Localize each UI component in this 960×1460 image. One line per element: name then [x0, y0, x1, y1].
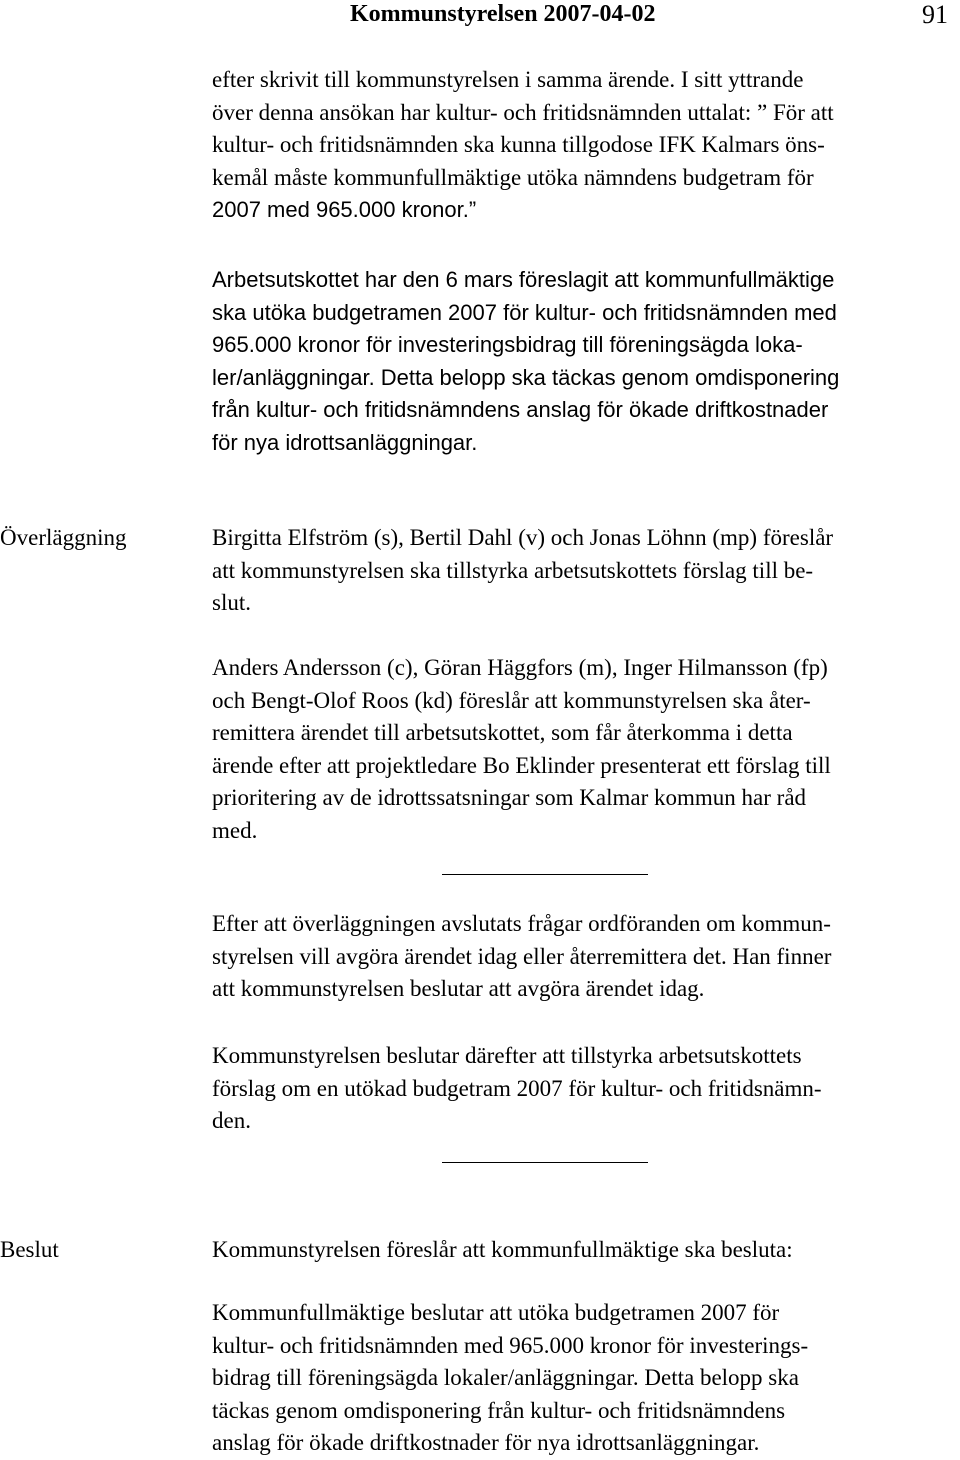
text-line: Anders Andersson (c), Göran Häggfors (m), Inger Hilmansson (fp) — [212, 655, 828, 680]
text-line: kultur- och fritidsnämnden med 965.000 kronor för investerings- — [212, 1332, 809, 1358]
text-line: 2007 med 965.000 kronor.” — [212, 197, 477, 222]
text-line: slut. — [212, 590, 251, 615]
text-line: kultur- och fritidsnämnden ska kunna tillgodose IFK Kalmars öns- — [212, 132, 825, 157]
text-line: bidrag till föreningsägda lokaler/anläggningar. Detta belopp ska — [212, 1365, 799, 1390]
header-title: Kommunstyrelsen 2007-04-02 — [350, 1, 656, 27]
text-line: ärende efter att projektledare Bo Eklinder presenterat ett förslag till — [212, 752, 831, 778]
deliberation-label: Överläggning — [0, 525, 127, 550]
text-line: ska utöka budgetramen 2007 för kultur- och fritidsnämnden med — [212, 299, 837, 325]
text-line: att kommunstyrelsen ska tillstyrka arbetsutskottets förslag till be- — [212, 557, 814, 583]
text-line: prioritering av de idrottssatsningar som Kalmar kommun har råd — [212, 785, 807, 810]
text-line: anslag för ökade driftkostnader för nya idrottsanläggningar. — [212, 1430, 760, 1455]
text-line: täckas genom omdisponering från kultur- och fritidsnämndens — [212, 1397, 786, 1423]
section-divider — [442, 1162, 648, 1163]
text-line: att kommunstyrelsen beslutar att avgöra ärendet idag. — [212, 976, 705, 1001]
text-line: remittera ärendet till arbetsutskottet, som får återkomma i detta — [212, 720, 793, 745]
text-line: Efter att överläggningen avslutats frågar ordföranden om kommun- — [212, 911, 831, 936]
text-line: med. — [212, 817, 258, 843]
text-line: Birgitta Elfström (s), Bertil Dahl (v) och Jonas Löhnn (mp) föreslår — [212, 525, 834, 550]
text-line: styrelsen vill avgöra ärendet idag eller återremittera det. Han finner — [212, 943, 832, 969]
text-line: Kommunfullmäktige beslutar att utöka budgetramen 2007 för — [212, 1300, 780, 1325]
section-divider — [442, 874, 648, 875]
decision-label: Beslut — [0, 1237, 59, 1262]
deliberation-paragraph-1 — [212, 522, 960, 620]
intro-paragraph — [212, 64, 960, 227]
text-line: Kommunstyrelsen beslutar därefter att tillstyrka arbetsutskottets — [212, 1043, 802, 1068]
text-line: efter skrivit till kommunstyrelsen i samma ärende. I sitt yttrande — [212, 67, 804, 92]
text-line: Arbetsutskottet har den 6 mars föreslagit att kommunfullmäktige — [212, 267, 835, 292]
au-proposal-paragraph — [212, 264, 960, 459]
text-line: Kommunstyrelsen föreslår att kommunfullmäktige ska besluta: — [212, 1237, 793, 1262]
page-number: 91 — [922, 0, 948, 29]
text-line: 965.000 kronor för investeringsbidrag till föreningsägda loka- — [212, 332, 803, 357]
decision-text — [212, 1297, 960, 1460]
decision-intro — [212, 1234, 960, 1267]
text-line: för nya idrottsanläggningar. — [212, 429, 478, 455]
page-header — [0, 0, 960, 40]
text-line: och Bengt-Olof Roos (kd) föreslår att kommunstyrelsen ska åter- — [212, 687, 811, 713]
text-line: kemål måste kommunfullmäktige utöka nämndens budgetram för — [212, 164, 814, 190]
deliberation-paragraph-4 — [212, 1040, 960, 1138]
deliberation-paragraph-2 — [212, 652, 960, 847]
text-line: från kultur- och fritidsnämndens anslag för ökade driftkostnader — [212, 397, 829, 422]
text-line: över denna ansökan har kultur- och fritidsnämnden uttalat: ” För att — [212, 99, 834, 125]
deliberation-paragraph-3 — [212, 908, 960, 1006]
text-line: ler/anläggningar. Detta belopp ska täckas genom omdisponering — [212, 364, 840, 390]
text-line: den. — [212, 1108, 251, 1133]
text-line: förslag om en utökad budgetram 2007 för kultur- och fritidsnämn- — [212, 1075, 822, 1101]
